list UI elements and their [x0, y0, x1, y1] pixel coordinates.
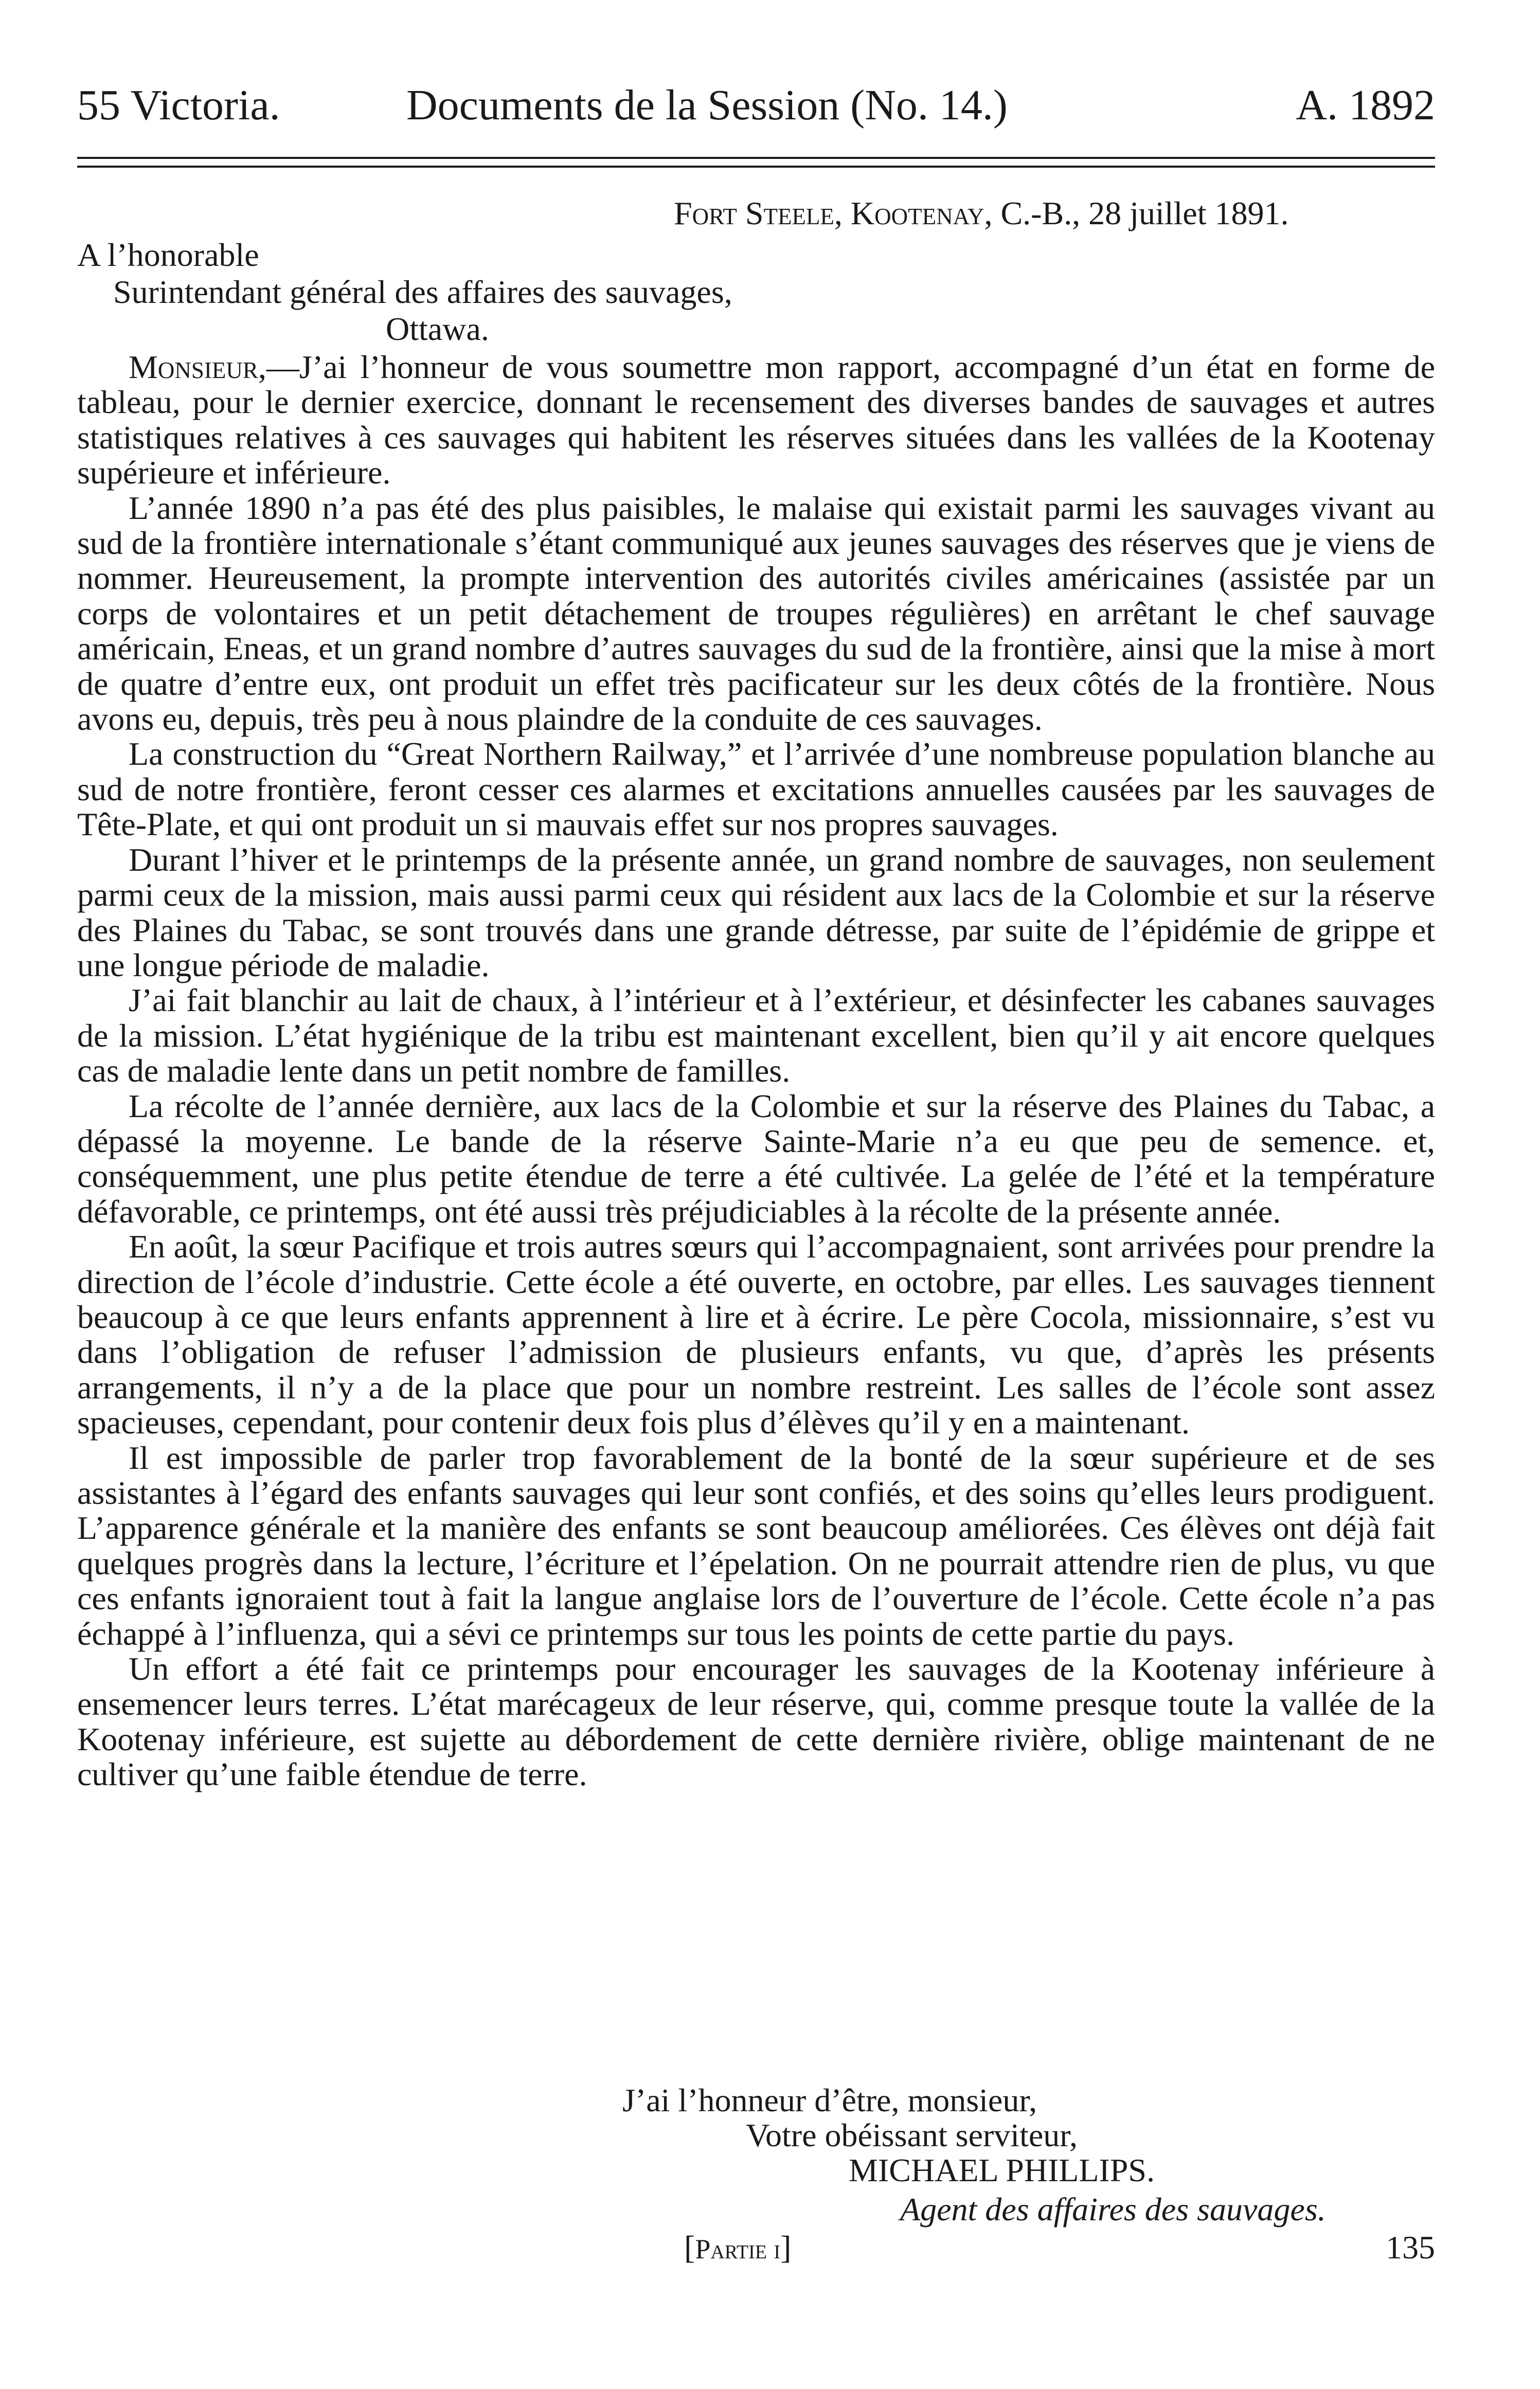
header-rule-bottom: [77, 166, 1435, 168]
header-rule-top: [77, 157, 1435, 159]
paragraph-4: Durant l’hiver et le printemps de la présente année, un grand nombre de sauvages, non seulement parmi ceux de la mission, mais aussi parmi ceux qui résident aux lacs de la Colombie et sur la réserve des Plaines du Tabac, se sont trouvés dans une grande détresse, par suite de l’épidémie de grippe et une longue période de maladie.: [77, 841, 1435, 983]
page-number: 135: [1386, 2229, 1435, 2266]
paragraph-8: Il est impossible de parler trop favorablement de la bonté de la sœur supérieure et de ses assistantes à l’égard des enfants sauvages qui leur sont confiés, et des soins qu’elles leurs prodiguent. L’apparence générale et la manière des enfants se sont beaucoup améliorées. Ces élèves ont déjà fait quelques progrès dans la lecture, l’écriture et l’épelation. On ne pourrait attendre rien de plus, vu que ces enfants ignoraient tout à fait la langue anglaise lors de l’ouverture de l’école. Cette école n’a pas échappé à l’influenza, qui a sévi ce printemps sur tous les points de cette partie du pays.: [77, 1439, 1435, 1652]
paragraph-5: J’ai fait blanchir au lait de chaux, à l’intérieur et à l’extérieur, et désinfecter les cabanes sauvages de la mission. L’état hygiénique de la tribu est maintenant excellent, bien qu’il y ait encore quelques cas de maladie lente dans un petit nombre de familles.: [77, 982, 1435, 1089]
part-label: [Partie i]: [684, 2229, 792, 2266]
addressee-block: [77, 237, 1435, 348]
letter-body: [77, 350, 1435, 1792]
closing-line-2: Votre obéissant serviteur,: [746, 2117, 1078, 2153]
addressee-line-1: A l’honorable: [77, 237, 259, 273]
addressee-line-2: Surintendant général des affaires des sauvages,: [113, 274, 732, 310]
dateline-place: Fort Steele, Kootenay, C.-B.,: [674, 195, 1081, 231]
header-volume: 55 Victoria.: [77, 81, 280, 129]
paragraph-7: En août, la sœur Pacifique et trois autres sœurs qui l’accompagnaient, sont arrivées pour prendre la direction de l’école d’industrie. Cette école a été ouverte, en octobre, par elles. Les sauvages tiennent beaucoup à ce que leurs enfants apprennent à lire et à écrire. Le père Cocola, missionnaire, s’est vu dans l’obligation de refuser l’admission de plusieurs enfants, vu que, d’après les présents arrangements, il n’y a de la place que pour un nombre restreint. Les salles de l’école sont assez spacieuses, cependant, pour contenir deux fois plus d’élèves qu’il y en a maintenant.: [77, 1228, 1435, 1441]
paragraph-9: Un effort a été fait ce printemps pour encourager les sauvages de la Kootenay inférieure à ensemencer leurs terres. L’état marécageux de leur réserve, qui, comme presque toute la vallée de la Kootenay inférieure, est sujette au débordement de cette dernière rivière, oblige maintenant de ne cultiver qu’une faible étendue de terre.: [77, 1650, 1435, 1793]
paragraph-1: [77, 350, 1435, 491]
header-year: A. 1892: [1296, 81, 1435, 129]
header-title: Documents de la Session (No. 14.): [406, 81, 1008, 129]
paragraph-1-text: —J’ai l’honneur de vous soumettre mon rapport, accompagné d’un état en forme de tableau, pour le dernier exercice, donnant le recensement des diverses bandes de sauvages et autres statistiques relatives à ces sauvages qui habitent les réserves situées dans les vallées de la Kootenay supérieure et inférieure.: [77, 349, 1435, 491]
paragraph-6: La récolte de l’année dernière, aux lacs de la Colombie et sur la réserve des Plaines du Tabac, a dépassé la moyenne. Le bande de la réserve Sainte-Marie n’a eu que peu de semence. et, conséquemment, une plus petite étendue de terre a été cultivée. La gelée de l’été et la température défavorable, ce printemps, ont été aussi très préjudiciables à la récolte de la présente année.: [77, 1087, 1435, 1230]
closing-line-1: J’ai l’honneur d’être, monsieur,: [622, 2082, 1037, 2118]
dateline: [674, 193, 1288, 234]
addressee-line-3: Ottawa.: [386, 311, 489, 347]
salutation: Monsieur,: [129, 349, 266, 385]
document-page: [77, 0, 1435, 2389]
paragraph-2: L’année 1890 n’a pas été des plus paisibles, le malaise qui existait parmi les sauvages vivant au sud de la frontière internationale s’étant communiqué aux jeunes sauvages des réserves que je viens de nommer. Heureusement, la prompte intervention des autorités civiles américaines (assistée par un corps de volontaires et un petit détachement de troupes régulières) en arrêtant le chef sauvage américain, Eneas, et un grand nombre d’autres sauvages du sud de la frontière, ainsi que la mise à mort de quatre d’entre eux, ont produit un effet très pacificateur sur les deux côtés de la frontière. Nous avons eu, depuis, très peu à nous plaindre de la conduite de ces sauvages.: [77, 489, 1435, 738]
signatory-title: Agent des affaires des sauvages.: [900, 2191, 1326, 2228]
dateline-date: 28 juillet 1891.: [1088, 195, 1289, 231]
paragraph-3: La construction du “Great Northern Railway,” et l’arrivée d’une nombreuse population blanche au sud de notre frontière, feront cesser ces alarmes et excitations annuelles causées par les sauvages de Tête-Plate, et qui ont produit un si mauvais effet sur nos propres sauvages.: [77, 735, 1435, 843]
signature: MICHAEL PHILLIPS.: [849, 2152, 1155, 2188]
running-header: [77, 77, 1435, 134]
